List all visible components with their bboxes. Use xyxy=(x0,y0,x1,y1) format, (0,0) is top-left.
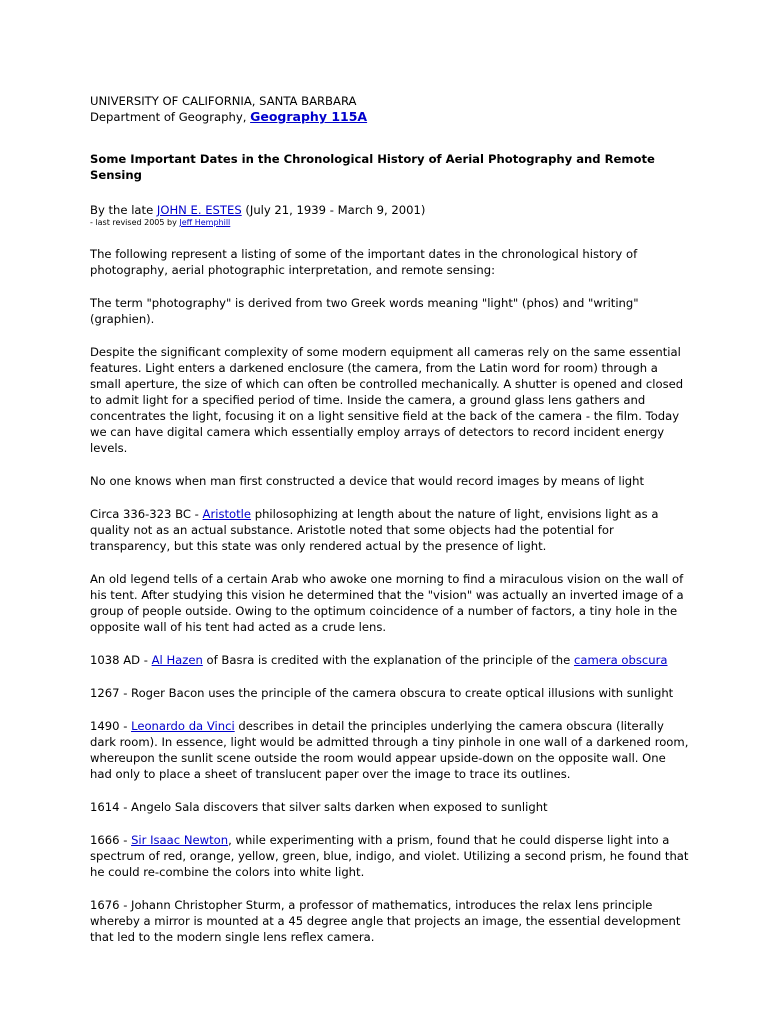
revision-prefix: - last revised 2005 by xyxy=(90,218,180,227)
sturm-paragraph: 1676 - Johann Christopher Sturm, a professor of mathematics, introduces the relax lens principle whereby a mirror is mounted at a 45 degree angle that projects an image, the essential development that led to the modern single lens reflex camera. xyxy=(90,898,681,944)
intro-paragraph: The following represent a listing of some of the important dates in the chronological history of photography, aerial photographic interpretation, and remote sensing: xyxy=(90,247,638,277)
alhazen-link[interactable]: Al Hazen xyxy=(151,653,203,667)
newton-paragraph xyxy=(90,832,690,880)
aristotle-text: philosophizing at length about the nature of light, envisions light as a quality not as an actual substance. Aristotle noted that some objects had the potential for transparency, but this state was only rendered actual by the presence of light. xyxy=(90,507,659,553)
aristotle-date: Circa 336-323 BC - xyxy=(90,507,203,521)
legend-paragraph: An old legend tells of a certain Arab who awoke one morning to find a miraculous vision on the wall of his tent. After studying this vision he determined that the "vision" was actually an inverted image of a group of people outside. Owing to the optimum coincidence of a number of factors, a tiny hole in the opposite wall of his tent had acted as a crude lens. xyxy=(90,572,684,634)
alhazen-paragraph xyxy=(90,652,690,668)
author-link[interactable]: JOHN E. ESTES xyxy=(156,203,242,217)
term-paragraph: The term "photography" is derived from two Greek words meaning "light" (phos) and "writing" (graphien). xyxy=(90,296,639,326)
alhazen-date: 1038 AD - xyxy=(90,653,152,667)
leonardo-date: 1490 - xyxy=(90,719,132,733)
leonardo-paragraph xyxy=(90,718,690,782)
bacon-paragraph: 1267 - Roger Bacon uses the principle of the camera obscura to create optical illusions with sunlight xyxy=(90,686,674,700)
university-name: UNIVERSITY OF CALIFORNIA, SANTA BARBARA xyxy=(90,94,357,108)
newton-text: , while experimenting with a prism, found that he could disperse light into a spectrum of red, orange, yellow, green, blue, indigo, and violet. Utilizing a second prism, he found that he could re-combine the colors into white light. xyxy=(90,833,689,879)
author-dates: (July 21, 1939 - March 9, 2001) xyxy=(241,203,426,217)
newton-link[interactable]: Sir Isaac Newton xyxy=(131,833,229,847)
alhazen-text: of Basra is credited with the explanation of the principle of the xyxy=(202,653,574,667)
page-title: Some Important Dates in the Chronological History of Aerial Photography and Remote Sensing xyxy=(90,152,655,182)
department-line xyxy=(90,109,690,125)
reviser-link[interactable]: Jeff Hemphill xyxy=(179,218,231,227)
document-page xyxy=(90,93,690,945)
aristotle-link[interactable]: Aristotle xyxy=(202,507,252,521)
department-label: Department of Geography, xyxy=(90,110,251,124)
byline xyxy=(90,202,690,218)
complexity-paragraph: Despite the significant complexity of some modern equipment all cameras rely on the same essential features. Light enters a darkened enclosure (the camera, from the Latin word for room) through a small aperture, the size of which can often be controlled mechanically. A shutter is opened and closed to admit light for a specified period of time. Inside the camera, a ground glass lens gathers and concentrates the light, focusing it on a light sensitive field at the back of the camera - the film. Today we can have digital camera which essentially employ arrays of detectors to record incident energy levels. xyxy=(90,345,684,455)
aristotle-paragraph xyxy=(90,506,690,554)
newton-date: 1666 - xyxy=(90,833,132,847)
course-link[interactable]: Geography 115A xyxy=(250,109,368,124)
leonardo-text: describes in detail the principles underlying the camera obscura (literally dark room). In essence, light would be admitted through a tiny pinhole in one wall of a darkened room, whereupon the sunlit scene outside the room would appear upside-down on the opposite wall. One had only to place a sheet of translucent paper over the image to trace its outlines. xyxy=(90,719,689,781)
sala-paragraph: 1614 - Angelo Sala discovers that silver salts darken when exposed to sunlight xyxy=(90,800,548,814)
no-one-paragraph: No one knows when man first constructed a device that would record images by means of light xyxy=(90,474,645,488)
leonardo-link[interactable]: Leonardo da Vinci xyxy=(131,719,235,733)
revision-note xyxy=(90,218,690,228)
camera-obscura-link[interactable]: camera obscura xyxy=(573,653,668,667)
byline-prefix: By the late xyxy=(90,203,157,217)
